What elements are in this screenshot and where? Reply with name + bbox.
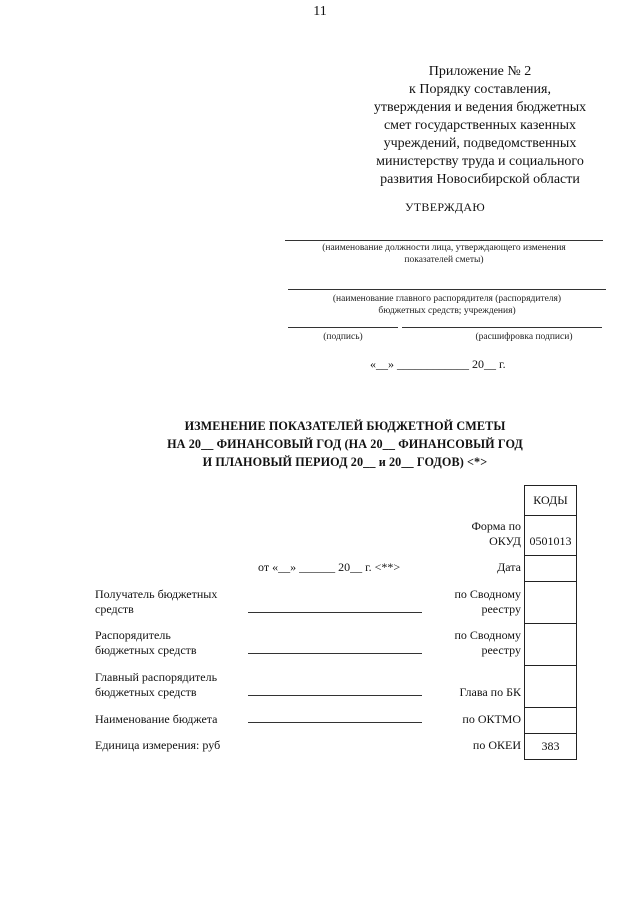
- appendix-header: [350, 63, 610, 189]
- decoding-caption: (расшифровка подписи): [475, 332, 573, 342]
- budget-name-label: Наименование бюджета: [95, 712, 218, 726]
- approve-date[interactable]: «__» ____________ 20__ г.: [370, 357, 506, 371]
- appendix-line: развития Новосибирской области: [380, 172, 580, 187]
- distributor-field-line[interactable]: [248, 653, 422, 654]
- okud-label: Форма по ОКУД: [471, 519, 521, 548]
- okei-label: по ОКЕИ: [472, 738, 521, 752]
- recipient-field-line[interactable]: [248, 612, 422, 613]
- appendix-line: к Порядку составления,: [409, 82, 551, 97]
- okud-code-cell[interactable]: 0501013: [525, 516, 577, 556]
- signature-caption: (подпись): [323, 332, 363, 342]
- oktmo-label: по ОКТМО: [462, 712, 521, 726]
- appendix-line: Приложение № 2: [428, 64, 532, 79]
- appendix-line: смет государственных казенных: [383, 118, 577, 133]
- main-distributor-field-line[interactable]: [248, 695, 422, 696]
- codes-table: [524, 485, 577, 760]
- organization-line[interactable]: [288, 289, 606, 290]
- unit-label: Единица измерения: руб: [95, 738, 221, 752]
- recipient-label: Получатель бюджетных средств: [95, 587, 218, 616]
- okei-cell: 383: [525, 734, 577, 760]
- page-number: 11: [313, 4, 327, 19]
- glava-bk-cell[interactable]: [525, 666, 577, 708]
- svod-registry-1-cell[interactable]: [525, 582, 577, 624]
- appendix-line: утверждения и ведения бюджетных: [373, 100, 587, 115]
- approve-label: УТВЕРЖДАЮ: [404, 200, 486, 214]
- date-code-cell[interactable]: [525, 556, 577, 582]
- svod-registry-label-2: по Сводному реестру: [454, 628, 521, 657]
- appendix-line: министерству труда и социального: [376, 154, 584, 169]
- codes-header: КОДЫ: [525, 486, 577, 516]
- oktmo-cell[interactable]: [525, 708, 577, 734]
- appendix-line: учреждений, подведомственных: [383, 136, 577, 151]
- glava-bk-label: Глава по БК: [459, 685, 521, 699]
- distributor-label: Распорядитель бюджетных средств: [95, 628, 197, 657]
- signature-line[interactable]: [288, 327, 398, 328]
- date-label: Дата: [497, 560, 521, 574]
- main-distributor-label: Главный распорядитель бюджетных средств: [95, 670, 218, 699]
- from-date[interactable]: от «__» ______ 20__ г. <**>: [258, 560, 401, 574]
- document-title: ИЗМЕНЕНИЕ ПОКАЗАТЕЛЕЙ БЮДЖЕТНОЙ СМЕТЫ НА 20__ ФИНАНСОВЫЙ ГОД (НА 20__ ФИНАНСОВЫЙ ГОД И ПЛАНОВЫЙ ПЕРИОД 20__ и 20__ ГОДОВ) <*>: [167, 419, 523, 469]
- decoding-line[interactable]: [402, 327, 602, 328]
- svod-registry-2-cell[interactable]: [525, 624, 577, 666]
- organization-caption: (наименование главного распорядителя (распорядителя) бюджетных средств; учреждения): [332, 294, 562, 316]
- position-line[interactable]: [285, 240, 603, 241]
- position-caption: (наименование должности лица, утверждающего изменения показателей сметы): [322, 243, 566, 265]
- svod-registry-label-1: по Сводному реестру: [454, 587, 521, 616]
- budget-name-field-line[interactable]: [248, 722, 422, 723]
